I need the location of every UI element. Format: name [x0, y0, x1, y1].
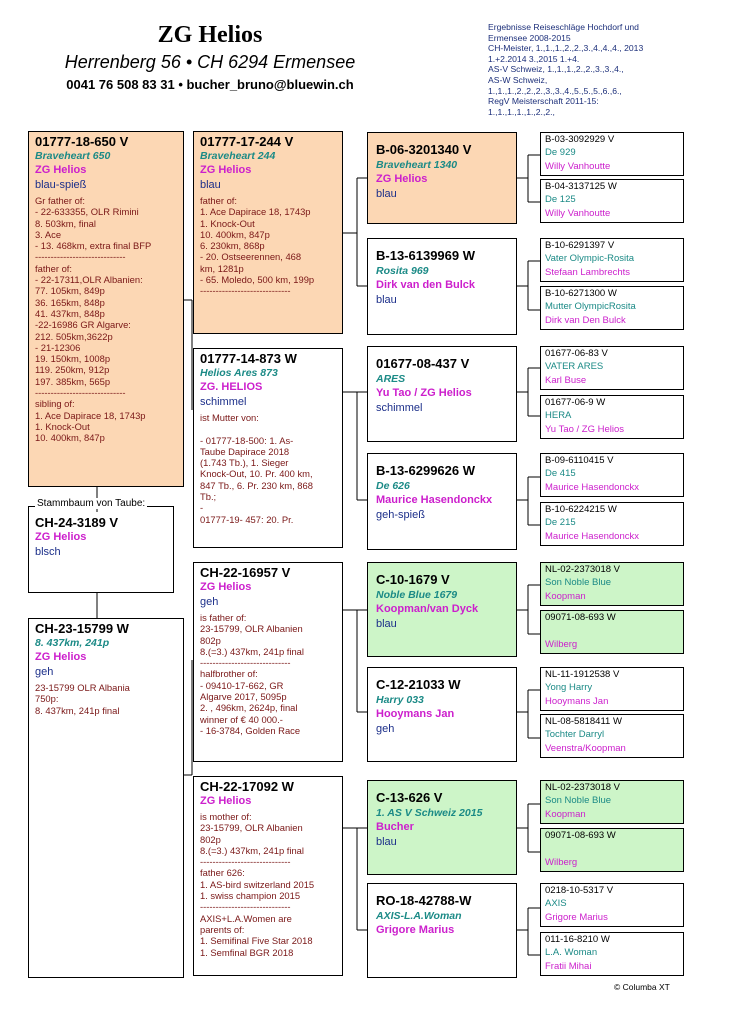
ancestor-card[interactable]: [540, 238, 684, 282]
description-line: -22-16986 GR Algarve:: [35, 319, 131, 331]
great-grandparent-card[interactable]: [367, 453, 517, 550]
description-line: - 22-633355, OLR Rimini: [35, 206, 139, 218]
great-grandparent-card[interactable]: [367, 346, 517, 442]
ancestor-name: Tochter Darryl: [545, 729, 605, 740]
pigeon-name: Helios Ares 873: [200, 367, 278, 379]
ancestor-owner: Yu Tao / ZG Helios: [545, 424, 625, 435]
great-grandparent-card[interactable]: [367, 780, 517, 875]
description-line: 23-15799, OLR Albanien: [200, 822, 303, 834]
ancestor-ring-id: 01677-06-83 V: [545, 348, 608, 359]
ancestor-owner: Maurice Hasendonckx: [545, 531, 639, 542]
description-line: father of:: [200, 195, 238, 206]
description-line: [200, 423, 336, 434]
pigeon-ring-id: 01677-08-437 V: [376, 356, 470, 371]
ancestor-card[interactable]: [540, 562, 684, 606]
ancestor-card[interactable]: [540, 883, 684, 927]
pigeon-description: [200, 612, 336, 736]
results-line: RegV Meisterschaft 2011-15:: [488, 96, 599, 107]
pigeon-owner: Bucher: [376, 821, 414, 833]
pigeon-color: geh: [200, 596, 219, 608]
description-line: 77. 105km, 849p: [35, 285, 105, 297]
ancestor-ring-id: 01677-06-9 W: [545, 397, 606, 408]
description-line: 750p:: [35, 693, 59, 705]
ancestor-ring-id: NL-11-1912538 V: [545, 669, 620, 680]
pigeon-color: blau: [376, 618, 397, 630]
description-line: - 13. 468km, extra final BFP: [35, 240, 152, 252]
ancestor-card[interactable]: [540, 502, 684, 546]
ancestor-ring-id: B-04-3137125 W: [545, 181, 617, 192]
description-line: Taube Dapirace 2018: [200, 445, 290, 457]
pigeon-color: schimmel: [376, 402, 423, 414]
pigeon-name: Harry 033: [376, 694, 424, 706]
ancestor-owner: Maurice Hasendonckx: [545, 482, 639, 493]
description-line: Tb.;: [200, 491, 217, 503]
pigeon-name: Braveheart 244: [200, 150, 276, 162]
pigeon-owner: ZG Helios: [200, 164, 252, 176]
description-line: halfbrother of:: [200, 668, 258, 680]
description-line: 212. 505km,3622p: [35, 330, 113, 342]
pigeon-name: 8. 437km, 241p: [35, 637, 110, 649]
description-line: - 21-12306: [35, 341, 81, 353]
pigeon-description: [200, 412, 336, 525]
ancestor-ring-id: B-09-6110415 V: [545, 455, 614, 466]
description-line: -----------------------------: [200, 856, 291, 868]
pigeon-owner: ZG. HELIOS: [200, 381, 263, 393]
ancestor-ring-id: 0218-10-5317 V: [545, 885, 614, 896]
pigeon-ring-id: RO-18-42788-W: [376, 893, 472, 908]
description-line: -----------------------------: [35, 251, 126, 263]
pigeon-color: blau: [200, 179, 221, 191]
pigeon-owner: ZG Helios: [35, 164, 87, 176]
ancestor-name: De 415: [545, 468, 576, 479]
pigeon-description: [200, 811, 336, 958]
pigeon-color: blau-spieß: [35, 179, 87, 191]
description-line: -----------------------------: [35, 387, 126, 399]
great-grandparent-card[interactable]: [367, 883, 517, 978]
pigeon-color: schimmel: [200, 396, 247, 408]
pigeon-color: blau: [376, 294, 397, 306]
ancestor-card[interactable]: [540, 667, 684, 711]
pigeon-owner: ZG Helios: [376, 173, 428, 185]
ancestor-card[interactable]: [540, 610, 684, 654]
ancestor-name: L.A. Woman: [545, 947, 598, 958]
description-line: sibling of:: [35, 398, 75, 410]
pigeon-name: Rosita 969: [376, 265, 429, 277]
pigeon-name: AXIS-L.A.Woman: [376, 910, 462, 922]
pigeon-owner: Hooymans Jan: [376, 708, 455, 720]
description-line: 119. 250km, 912p: [35, 364, 110, 376]
ancestor-owner: Willy Vanhoutte: [545, 208, 611, 219]
subject-pigeon-card[interactable]: [28, 506, 174, 593]
ancestor-name: AXIS: [545, 898, 567, 909]
pigeon-description: [200, 195, 336, 297]
results-line: AS-W Schweiz,: [488, 74, 548, 85]
description-line: ist Mutter von:: [200, 412, 259, 423]
ancestor-name: Son Noble Blue: [545, 795, 612, 806]
ancestor-card[interactable]: [540, 179, 684, 223]
ancestor-owner: Koopman: [545, 591, 586, 602]
ancestor-ring-id: NL-02-2373018 V: [545, 782, 620, 793]
results-line: 1.,1.,1.,1.,1.,2.,2.,: [488, 106, 555, 117]
description-line: 802p: [200, 833, 221, 845]
pigeon-ring-id: CH-24-3189 V: [35, 515, 119, 530]
description-line: 10. 400km, 847p: [35, 432, 105, 444]
pigeon-description: [35, 682, 177, 716]
ancestor-ring-id: 09071-08-693 W: [545, 612, 616, 623]
pigeon-owner: ZG Helios: [200, 795, 252, 807]
description-line: - 20. Ostseerennen, 468: [200, 251, 302, 263]
results-line: Ermensee 2008-2015: [488, 32, 571, 43]
description-line: 19. 150km, 1008p: [35, 353, 111, 365]
pigeon-ring-id: B-13-6299626 W: [376, 463, 475, 478]
description-line: 23-15799, OLR Albanien: [200, 623, 303, 635]
description-line: 1. Ace Dapirace 18, 1743p: [35, 409, 146, 421]
ancestor-name: Vater Olympic-Rosita: [545, 253, 635, 264]
great-grandparent-card[interactable]: [367, 667, 517, 762]
ancestor-name: De 215: [545, 517, 576, 528]
ancestor-name: De 929: [545, 147, 576, 158]
pigeon-ring-id: 01777-18-650 V: [35, 134, 129, 149]
pigeon-description: [35, 195, 177, 444]
ancestor-name: [545, 624, 679, 638]
pigeon-ring-id: C-12-21033 W: [376, 677, 461, 692]
mother-father-card[interactable]: [193, 562, 343, 762]
description-line: - 65. Moledo, 500 km, 199p: [200, 274, 315, 286]
description-line: 41. 437km, 848p: [35, 307, 105, 319]
pigeon-ring-id: CH-22-17092 W: [200, 779, 294, 794]
description-line: - 09410-17-662, GR: [200, 679, 284, 691]
pigeon-owner: ZG Helios: [35, 651, 87, 663]
pigeon-color: blau: [376, 836, 397, 848]
description-line: Gr father of:: [35, 195, 86, 206]
description-line: 1. Knock-Out: [35, 420, 90, 432]
description-line: 1. Semifinal Five Star 2018: [200, 935, 313, 947]
description-line: 847 Tb., 6. Pr. 230 km, 868: [200, 479, 313, 491]
ancestor-card[interactable]: [540, 780, 684, 824]
description-line: 6. 230km, 868p: [200, 240, 265, 252]
description-line: 8.(=3.) 437km, 241p final: [200, 645, 304, 657]
pigeon-ring-id: CH-22-16957 V: [200, 565, 291, 580]
description-line: - 22-17311,OLR Albanien:: [35, 274, 143, 286]
description-line: 2. , 496km, 2624p, final: [200, 702, 298, 714]
father-father-card[interactable]: [193, 131, 343, 334]
breeder-contact: 0041 76 508 83 31 • bucher_bruno@bluewin.ch: [66, 77, 354, 92]
description-line: 1. swiss champion 2015: [200, 890, 301, 902]
ancestor-owner: Koopman: [545, 809, 586, 820]
description-line: is mother of:: [200, 811, 252, 822]
description-line: -----------------------------: [200, 657, 291, 669]
description-line: 01777-19- 457: 20. Pr.: [200, 513, 294, 525]
pigeon-ring-id: 01777-14-873 W: [200, 351, 297, 366]
ancestor-owner: Hooymans Jan: [545, 696, 609, 707]
description-line: 10. 400km, 847p: [200, 228, 270, 240]
pigeon-name: Braveheart 1340: [376, 159, 458, 171]
pigeon-ring-id: B-06-3201340 V: [376, 142, 472, 157]
description-line: 36. 165km, 848p: [35, 296, 105, 308]
results-line: 1.,1.,1.,2.,2.,2.,3.,3.,4.,5.,5.,5.,6.,6.,: [488, 85, 622, 96]
great-grandparent-card[interactable]: [367, 132, 517, 224]
ancestor-ring-id: 09071-08-693 W: [545, 830, 616, 841]
pigeon-owner: Yu Tao / ZG Helios: [376, 387, 472, 399]
great-grandparent-card[interactable]: [367, 238, 517, 335]
ancestor-owner: Fratii Mihai: [545, 961, 592, 972]
father-mother-card[interactable]: [193, 348, 343, 548]
ancestor-ring-id: NL-02-2373018 V: [545, 564, 620, 575]
description-line: - 16-3784, Golden Race: [200, 724, 301, 736]
ancestor-owner: Veenstra/Koopman: [545, 743, 626, 754]
description-line: 1. Ace Dapirace 18, 1743p: [200, 206, 311, 218]
ancestor-owner: Dirk van Den Bulck: [545, 315, 626, 326]
description-line: winner of € 40 000.-: [200, 713, 283, 725]
ancestor-ring-id: B-10-6291397 V: [545, 240, 615, 251]
pigeon-name: De 626: [376, 480, 410, 492]
ancestor-owner: Wilberg: [545, 857, 578, 868]
description-line: is father of:: [200, 612, 247, 623]
pigeon-ring-id: B-13-6139969 W: [376, 248, 475, 263]
description-line: Algarve 2017, 5095p: [200, 691, 287, 703]
ancestor-ring-id: NL-08-5818411 W: [545, 716, 622, 727]
pigeon-owner: Maurice Hasendonckx: [376, 494, 493, 506]
pigeon-color: geh: [35, 666, 54, 678]
description-line: 3. Ace: [35, 228, 62, 240]
pigeon-name: Braveheart 650: [35, 150, 111, 162]
description-line: -: [200, 502, 204, 514]
description-line: 802p: [200, 634, 221, 646]
description-line: 1. Semfinal BGR 2018: [200, 946, 294, 958]
results-line: AS-V Schweiz, 1.,1.,1.,2.,2.,3.,3.,4.,: [488, 64, 624, 75]
ancestor-owner: Willy Vanhoutte: [545, 161, 611, 172]
ancestor-owner: Grigore Marius: [545, 912, 608, 923]
description-line: -----------------------------: [200, 901, 291, 913]
breeder-title: ZG Helios: [157, 22, 263, 48]
pigeon-owner: ZG Helios: [200, 581, 252, 593]
pigeon-color: blsch: [35, 546, 61, 558]
mother-mother-card[interactable]: [193, 776, 343, 976]
ancestor-card[interactable]: [540, 395, 684, 439]
description-line: 23-15799 OLR Albania: [35, 682, 130, 693]
pigeon-name: Noble Blue 1679: [376, 589, 458, 601]
description-line: 8.(=3.) 437km, 241p final: [200, 844, 304, 856]
description-line: 1. Knock-Out: [200, 217, 255, 229]
ancestor-name: VATER ARES: [545, 361, 604, 372]
description-line: parents of:: [200, 923, 245, 935]
ancestor-name: Mutter OlympicRosita: [545, 301, 636, 312]
pigeon-color: geh-spieß: [376, 509, 425, 521]
ancestor-name: De 125: [545, 194, 576, 205]
description-line: 1. AS-bird switzerland 2015: [200, 878, 315, 890]
pigeon-owner: Grigore Marius: [376, 924, 455, 936]
ancestor-ring-id: B-10-6224215 W: [545, 504, 617, 515]
pigeon-ring-id: C-10-1679 V: [376, 572, 450, 587]
description-line: km, 1281p: [200, 262, 244, 274]
description-line: -----------------------------: [200, 285, 291, 297]
ancestor-card[interactable]: [540, 828, 684, 872]
ancestor-owner: Stefaan Lambrechts: [545, 267, 631, 278]
description-line: father 626:: [200, 867, 245, 879]
father-card[interactable]: [28, 131, 184, 487]
ancestor-ring-id: B-03-3092929 V: [545, 134, 615, 145]
pigeon-owner: Dirk van den Bulck: [376, 279, 476, 291]
pigeon-ring-id: 01777-17-244 V: [200, 134, 294, 149]
description-line: (1.743 Tb.), 1. Sieger: [200, 457, 289, 469]
ancestor-card[interactable]: [540, 932, 684, 976]
ancestor-name: Yong Harry: [545, 682, 593, 693]
pigeon-ring-id: C-13-626 V: [376, 790, 443, 805]
ancestor-owner: Wilberg: [545, 639, 578, 650]
description-line: 8. 503km, final: [35, 217, 96, 229]
description-line: - 01777-18-500: 1. As-: [200, 434, 294, 446]
pigeon-color: blau: [376, 188, 397, 200]
stammbaum-label: Stammbaum von Taube:: [37, 498, 146, 509]
ancestor-name: [545, 842, 679, 856]
ancestor-name: Son Noble Blue: [545, 577, 612, 588]
pigeon-owner: Koopman/van Dyck: [376, 603, 479, 615]
mother-card[interactable]: [28, 618, 184, 978]
pigeon-owner: ZG Helios: [35, 531, 87, 543]
description-line: 197. 385km, 565p: [35, 375, 111, 387]
breeder-address: Herrenberg 56 • CH 6294 Ermensee: [64, 52, 356, 72]
description-line: father of:: [35, 262, 73, 274]
ancestor-card[interactable]: [540, 714, 684, 758]
description-line: 8. 437km, 241p final: [35, 704, 120, 716]
results-line: Ergebnisse Reiseschläge Hochdorf und: [488, 22, 639, 32]
results-line: 1.+2.2014 3.,2015 1.+4.: [488, 53, 580, 64]
pigeon-color: geh: [376, 723, 395, 735]
great-grandparent-card[interactable]: [367, 562, 517, 657]
ancestor-ring-id: 011-16-8210 W: [545, 934, 610, 945]
ancestor-owner: Karl Buse: [545, 375, 587, 386]
ancestor-card[interactable]: [540, 286, 684, 330]
copyright-footer: © Columba XT: [614, 982, 670, 992]
pigeon-name: 1. AS V Schweiz 2015: [376, 807, 483, 819]
ancestor-ring-id: B-10-6271300 W: [545, 288, 617, 299]
pigeon-name: ARES: [376, 373, 406, 385]
ancestor-card[interactable]: [540, 453, 684, 497]
results-line: CH-Meister, 1.,1.,1.,2.,2.,3.,4.,4.,4., 2013: [488, 43, 644, 54]
pigeon-ring-id: CH-23-15799 W: [35, 621, 129, 636]
ancestor-card[interactable]: [540, 346, 684, 390]
description-line: AXIS+L.A.Women are: [200, 912, 292, 924]
ancestor-name: HERA: [545, 410, 572, 421]
description-line: Knock-Out, 10. Pr. 400 km,: [200, 468, 313, 480]
ancestor-card[interactable]: [540, 132, 684, 176]
